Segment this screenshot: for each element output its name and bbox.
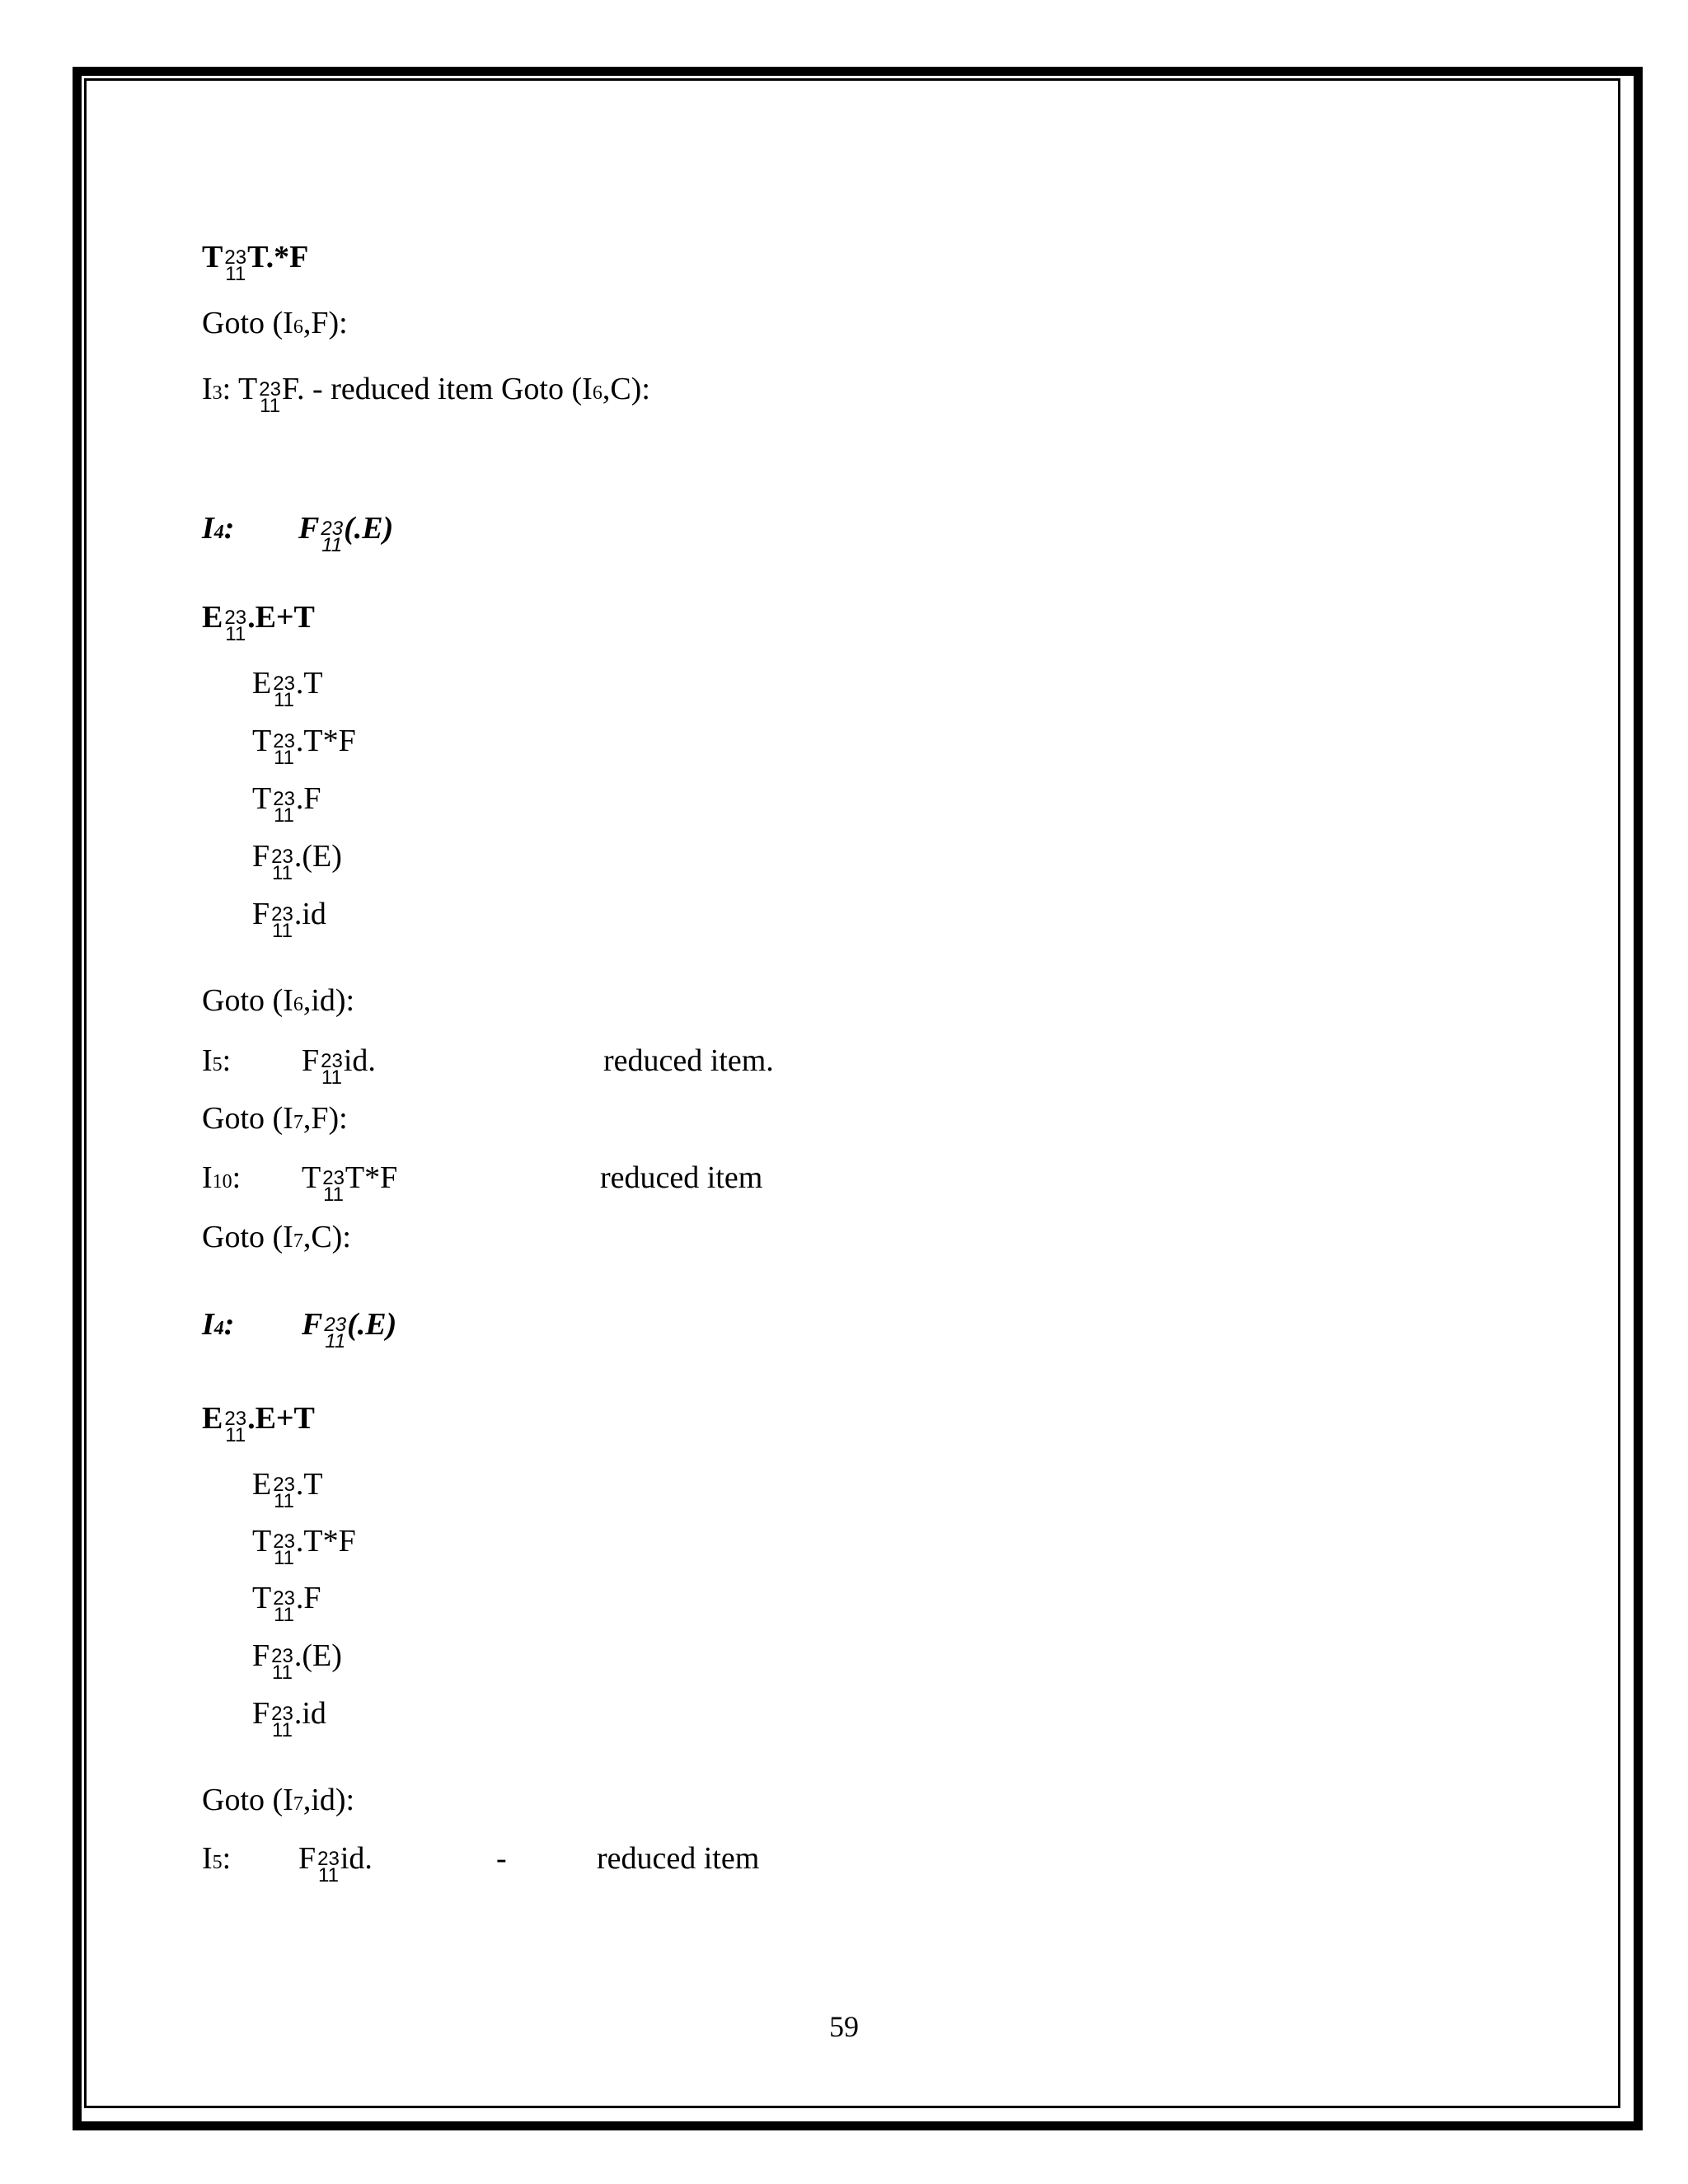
arrow-glyph: 23 11 — [273, 1530, 295, 1569]
arrow-glyph: 23 11 — [317, 1848, 340, 1886]
goto-line: Goto (I 7 ,id): — [202, 1783, 355, 1817]
lr-item-line: F 23 11 (.E) — [302, 1307, 397, 1352]
arrow-glyph: 23 11 — [271, 846, 293, 884]
arrow-glyph: 23 11 — [273, 788, 295, 827]
goto-line: Goto (I 7 ,C): — [202, 1220, 351, 1254]
lr-item-line: T 23 11 .F — [252, 781, 321, 827]
lr-item-line: F 23 11 .id — [252, 1696, 326, 1741]
lr-item-line: E 23 11 .T — [252, 666, 323, 711]
lr-item-line: E 23 11 .E+T — [202, 1401, 315, 1446]
arrow-glyph: 23 11 — [322, 1167, 345, 1206]
arrow-glyph: 23 11 — [273, 1474, 295, 1512]
state-line: I 3 : T 23 11 F. - reduced item Goto (I 6 ,C): — [202, 372, 650, 417]
dash-separator: - — [496, 1841, 507, 1876]
arrow-glyph: 23 11 — [273, 730, 295, 769]
state-line: I 10 : — [202, 1160, 241, 1195]
reduced-item-note: reduced item — [597, 1841, 760, 1876]
lr-item-line: T 23 11 .T*F — [252, 1524, 356, 1569]
arrow-glyph: 23 11 — [273, 673, 295, 711]
lr-item-line: F 23 11 id. — [302, 1043, 376, 1089]
state-line: I 4 : — [202, 1307, 235, 1342]
arrow-glyph: 23 11 — [324, 1314, 347, 1352]
goto-line: Goto (I 6 ,F): — [202, 306, 348, 340]
lr-item-line: T 23 11 T*F — [302, 1160, 398, 1206]
arrow-glyph: 23 11 — [224, 246, 247, 285]
page-number: 59 — [829, 2010, 859, 2043]
arrow-glyph: 23 11 — [271, 1703, 293, 1741]
lr-item-line: E 23 11 .T — [252, 1467, 323, 1512]
arrow-glyph: 23 11 — [271, 1645, 293, 1684]
reduced-item-note: reduced item. — [603, 1043, 774, 1078]
lr-item-line: F 23 11 id. — [298, 1841, 373, 1886]
lr-item-line: F 23 11 (.E) — [298, 511, 394, 556]
arrow-glyph: 23 11 — [273, 1587, 295, 1626]
goto-line: Goto (I 7 ,F): — [202, 1101, 348, 1136]
lr-item-line: T 23 11 T.*F — [202, 240, 309, 285]
arrow-glyph: 23 11 — [271, 903, 293, 942]
lr-item-line: E 23 11 .E+T — [202, 600, 315, 645]
lr-item-line: T 23 11 .T*F — [252, 724, 356, 769]
state-line: I 5 : — [202, 1841, 232, 1876]
reduced-item-note: reduced item — [600, 1160, 763, 1195]
arrow-glyph: 23 11 — [321, 1050, 343, 1089]
state-line: I 5 : — [202, 1043, 232, 1078]
lr-item-line: F 23 11 .(E) — [252, 839, 342, 884]
state-line: I 4 : — [202, 511, 235, 546]
arrow-glyph: 23 11 — [259, 378, 281, 417]
arrow-glyph: 23 11 — [224, 607, 247, 645]
lr-item-line: F 23 11 .(E) — [252, 1638, 342, 1684]
goto-line: Goto (I 6 ,id): — [202, 983, 355, 1018]
lr-item-line: F 23 11 .id — [252, 897, 326, 942]
lr-item-line: T 23 11 .F — [252, 1581, 321, 1626]
arrow-glyph: 23 11 — [321, 518, 344, 556]
arrow-glyph: 23 11 — [224, 1408, 247, 1446]
